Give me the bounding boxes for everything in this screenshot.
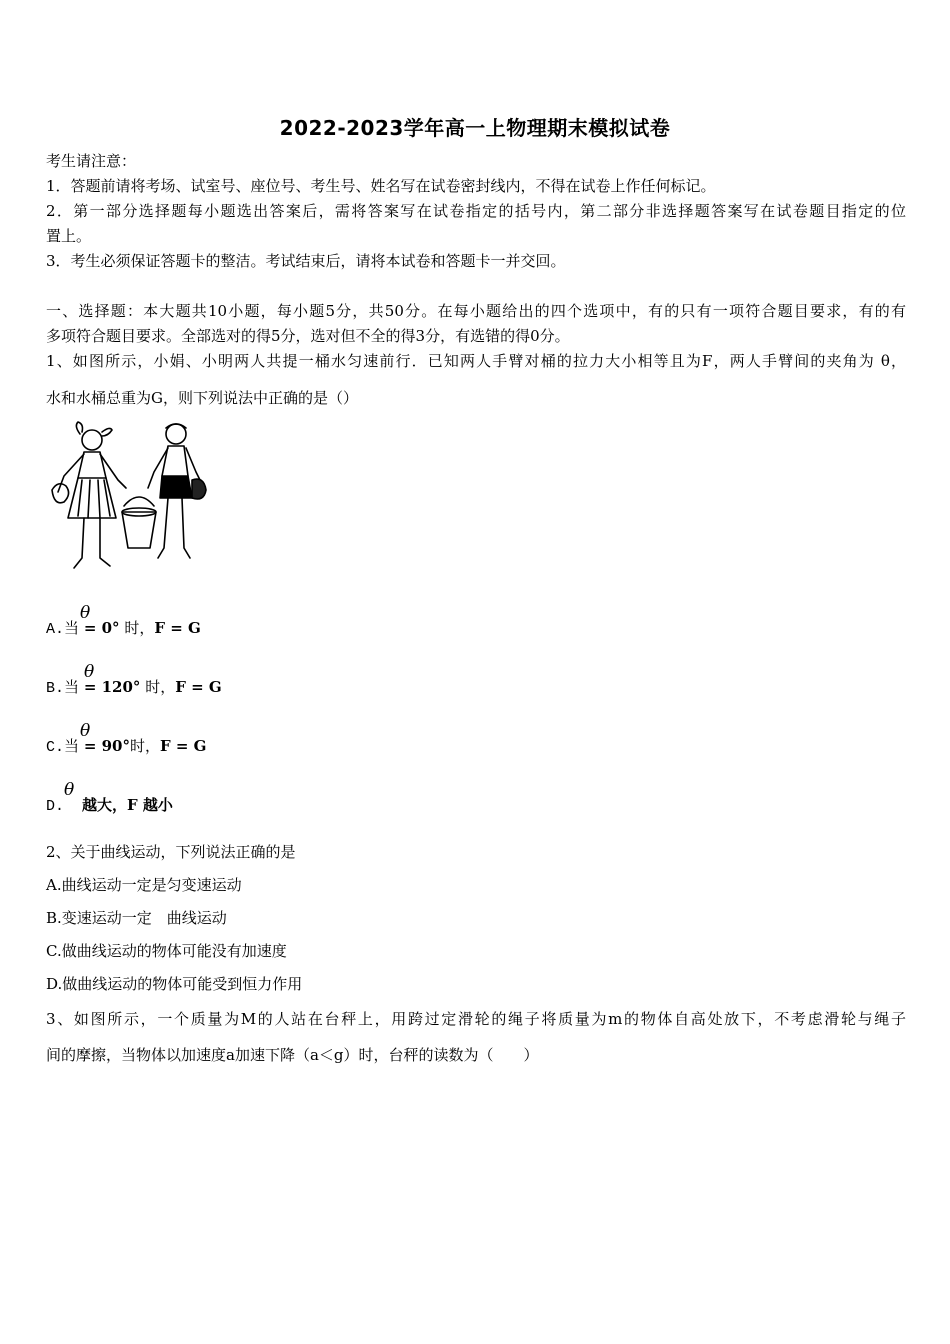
- page-title: 2022-2023学年高一上物理期末模拟试卷: [279, 116, 671, 140]
- notice-item-2-cont: 置上。: [46, 227, 92, 245]
- theta-symbol: θ: [64, 780, 75, 800]
- question-3-stem-line2: 间的摩擦，当物体以加速度a加速下降（a＜g）时，台秤的读数为（ ）: [46, 1046, 539, 1064]
- question-3-stem-line1: 3、如图所示，一个质量为M的人站在台秤上，用跨过定滑轮的绳子将质量为m的物体自高处放下，不考虑滑轮与绳子: [46, 1010, 906, 1028]
- section-instructions-line2: 多项符合题目要求。全部选对的得5分，选对但不全的得3分，有选错的得0分。: [46, 327, 570, 345]
- question-2-option-c[interactable]: C.做曲线运动的物体可能没有加速度: [46, 942, 287, 960]
- section-instructions-line1: 一、选择题：本大题共10小题，每小题5分，共50分。在每小题给出的四个选项中，有的只有一项符合题目要求，有的有: [46, 302, 906, 320]
- notice-heading: 考生请注意：: [46, 152, 137, 170]
- question-2-stem: 2、关于曲线运动，下列说法正确的是: [46, 843, 296, 861]
- notice-item-3: 3．考生必须保证答题卡的整洁。考试结束后，请将本试卷和答题卡一并交回。: [46, 252, 566, 270]
- question-1-option-b[interactable]: B.当 = 120° 时，F = G: [46, 678, 222, 697]
- notice-item-2: 2．第一部分选择题每小题选出答案后，需将答案写在试卷指定的括号内，第二部分非选择题答案写在试卷题目指定的位: [46, 202, 906, 220]
- theta-symbol: θ: [80, 603, 91, 623]
- children-carrying-bucket-illustration: [44, 420, 214, 578]
- question-1-stem-line2: 水和水桶总重为G，则下列说法中正确的是（）: [46, 389, 358, 407]
- question-2-option-d[interactable]: D.做曲线运动的物体可能受到恒力作用: [46, 975, 303, 993]
- question-2-option-b[interactable]: B.变速运动一定 曲线运动: [46, 909, 227, 927]
- question-1-option-a[interactable]: A.当 = 0° 时，F = G: [46, 619, 201, 638]
- theta-symbol: θ: [80, 721, 91, 741]
- question-1-stem-line1: 1、如图所示，小娟、小明两人共提一桶水匀速前行．已知两人手臂对桶的拉力大小相等且为F，两人手臂间的夹角为 θ，: [46, 352, 906, 370]
- theta-symbol: θ: [84, 662, 95, 682]
- question-1-option-c[interactable]: C.当 = 90°时，F = G: [46, 737, 207, 756]
- question-1-option-d[interactable]: D. 越大，F 越小: [46, 796, 173, 815]
- question-2-option-a[interactable]: A.曲线运动一定是匀变速运动: [46, 876, 242, 894]
- notice-item-1: 1．答题前请将考场、试室号、座位号、考生号、姓名写在试卷密封线内，不得在试卷上作任何标记。: [46, 177, 716, 195]
